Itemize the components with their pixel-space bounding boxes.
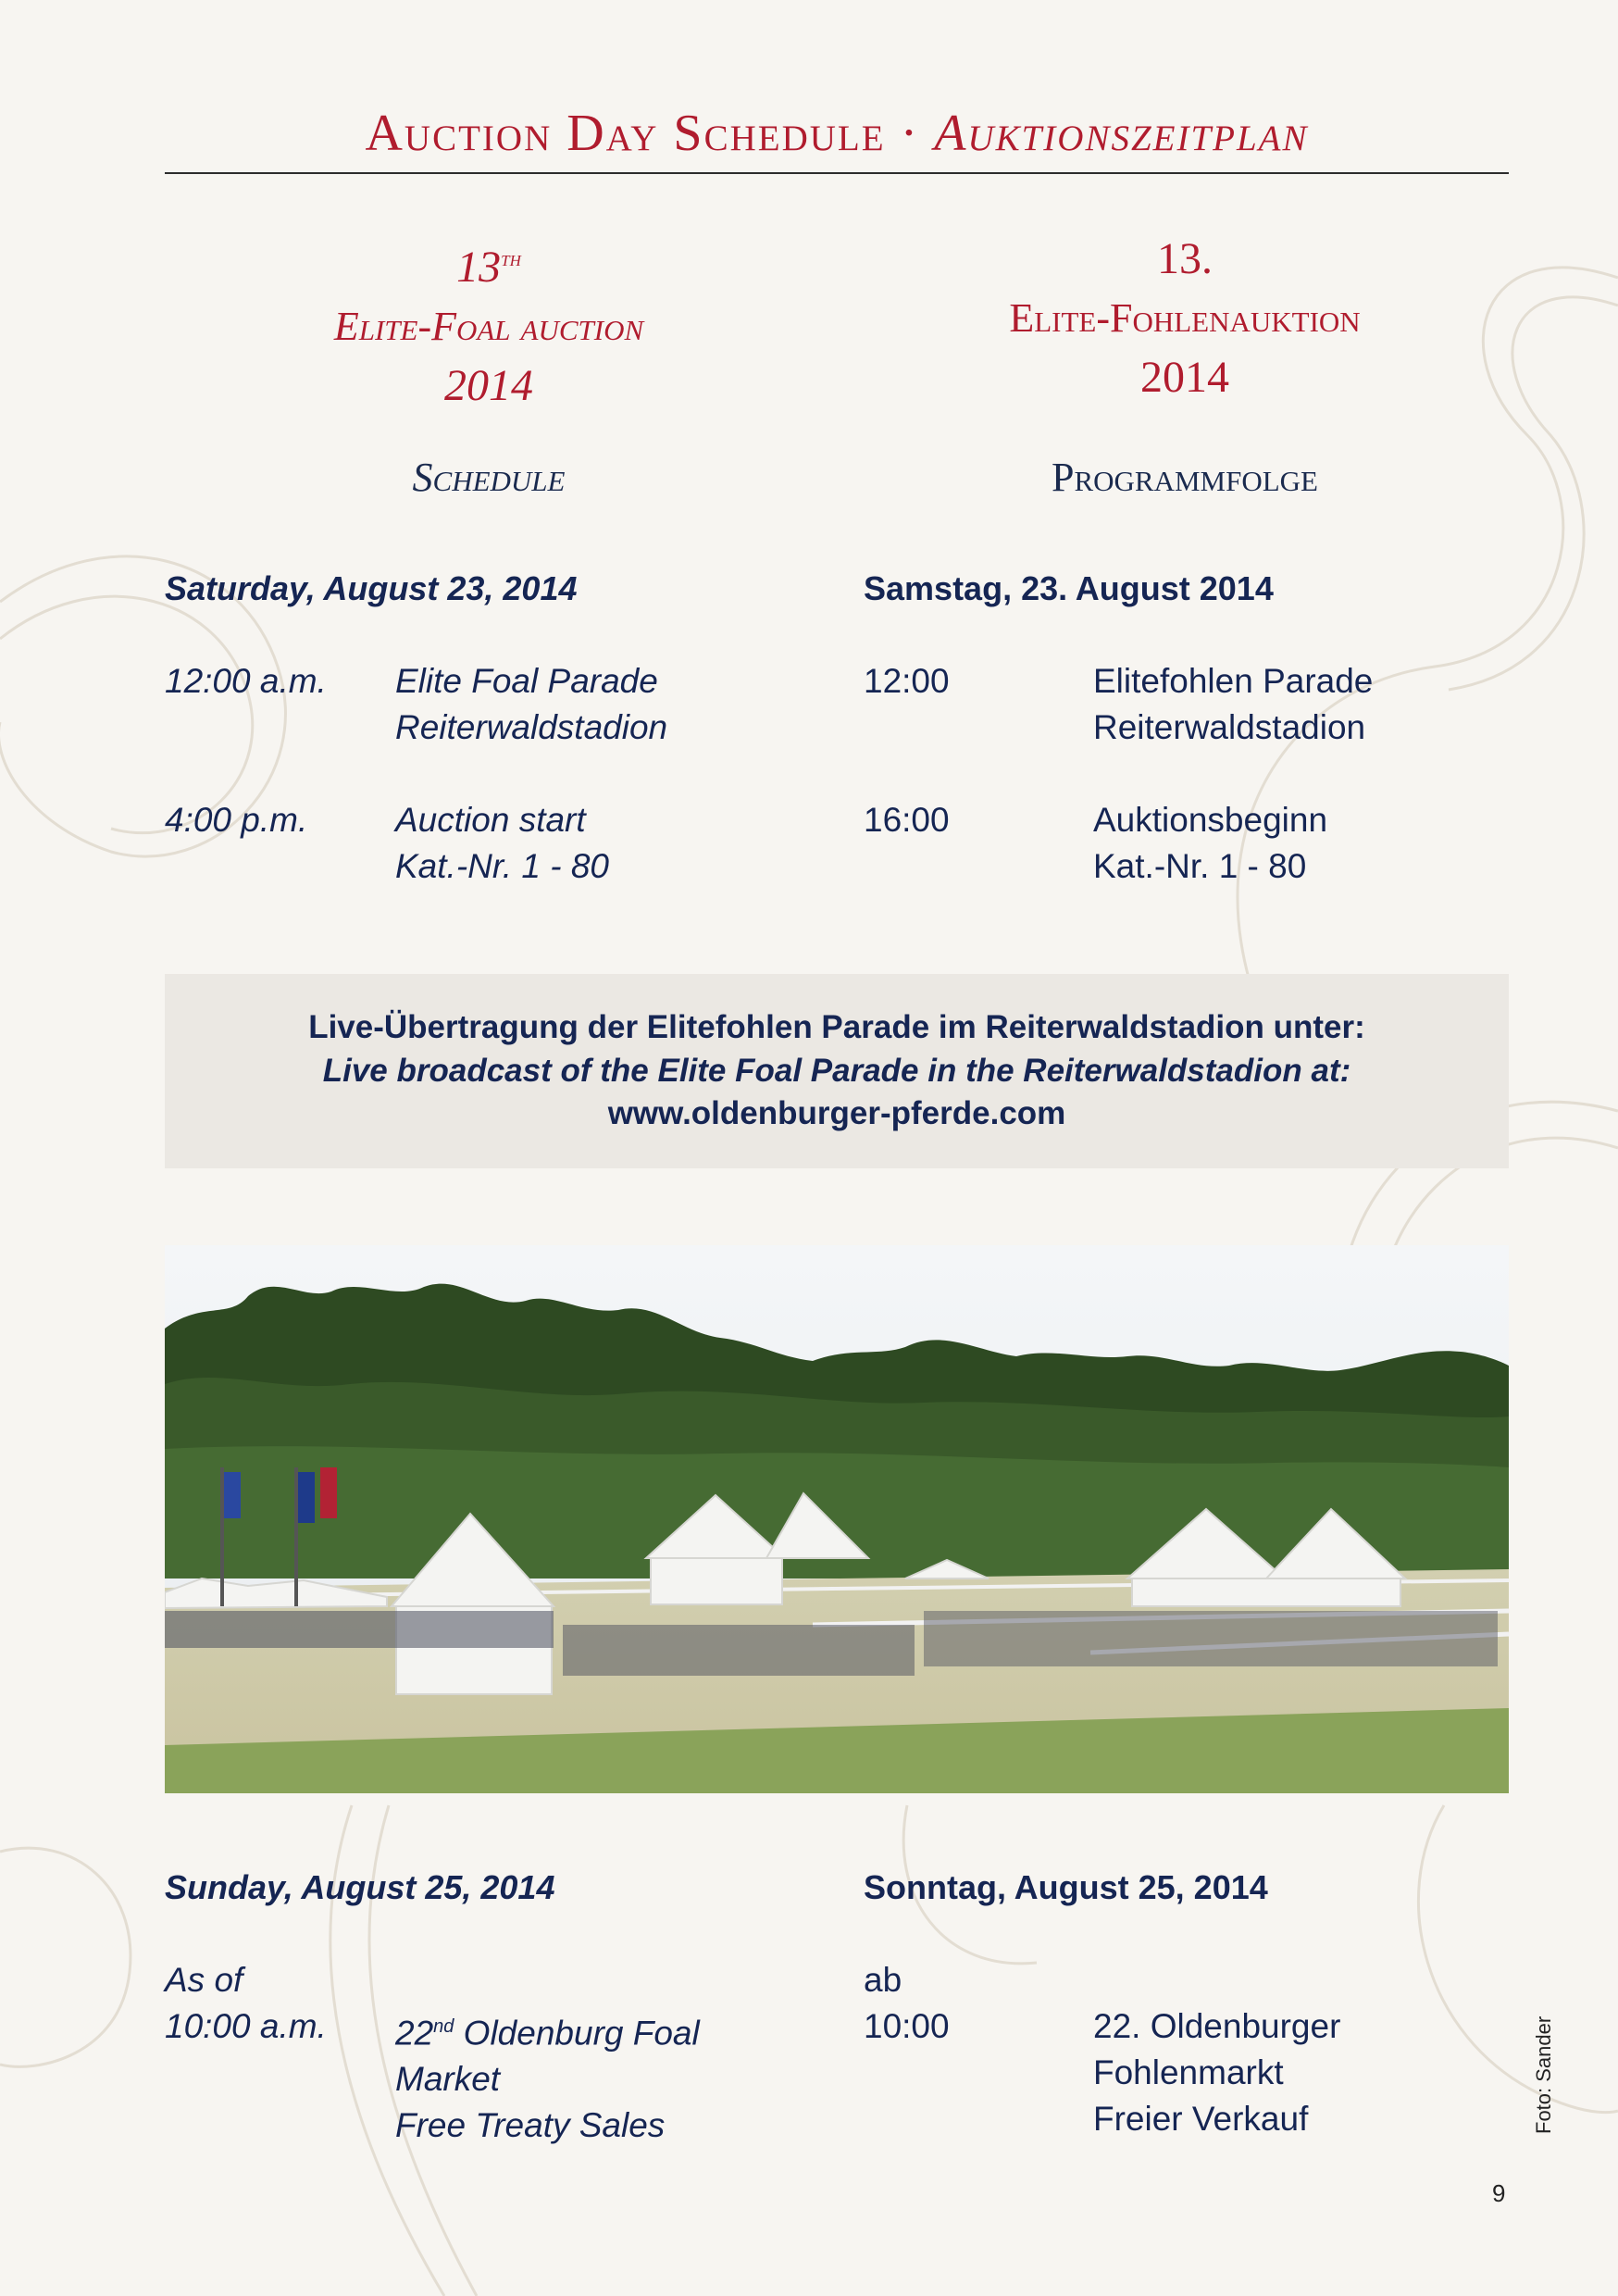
sunday-date-en: Sunday, August 25, 2014 bbox=[165, 1868, 555, 1906]
saturday-item-2-time-en: 4:00 p.m. bbox=[165, 801, 308, 839]
sunday-time-de: 10:00 bbox=[864, 2007, 950, 2045]
event-line: Freier Verkauf bbox=[1093, 2100, 1309, 2138]
saturday-item-1-time-de: 12:00 bbox=[864, 662, 950, 700]
saturday-item-2-time-de: 16:00 bbox=[864, 801, 950, 839]
auction-stadium-photo bbox=[165, 1245, 1509, 1793]
event-line: Auktionsbeginn bbox=[1093, 801, 1328, 839]
heading-en-number: 13th bbox=[456, 243, 521, 292]
page-title bbox=[165, 104, 1509, 163]
heading-en-name: Elite-Foal auction bbox=[333, 304, 644, 349]
event-line: Elite Foal Parade bbox=[395, 662, 658, 700]
title-rule bbox=[165, 172, 1509, 174]
event-line: Reiterwaldstadion bbox=[1093, 708, 1366, 746]
broadcast-banner bbox=[165, 974, 1509, 1168]
sunday-prefix-de: ab bbox=[864, 1961, 902, 1999]
title-de: Auktionszeitplan bbox=[934, 105, 1309, 162]
saturday-item-1-event-de bbox=[1093, 658, 1373, 751]
event-line: Fohlenmarkt bbox=[1093, 2053, 1284, 2091]
event-line: 22. Oldenburger bbox=[1093, 2007, 1341, 2045]
event-line: Free Treaty Sales bbox=[395, 2106, 666, 2145]
event-line: Kat.-Nr. 1 - 80 bbox=[395, 847, 609, 885]
heading-en-ordinal: th bbox=[501, 247, 521, 271]
schedule-label-de: Programmfolge bbox=[1051, 455, 1318, 500]
title-en: Auction Day Schedule bbox=[365, 105, 886, 162]
sunday-event-en bbox=[395, 2003, 700, 2149]
event-line: Auction start bbox=[395, 801, 586, 839]
heading-en bbox=[165, 230, 813, 416]
sunday-time-en: 10:00 a.m. bbox=[165, 2007, 327, 2045]
schedule-label-en: Schedule bbox=[412, 455, 566, 500]
saturday-item-1-time-en: 12:00 a.m. bbox=[165, 662, 327, 700]
event-line: Elitefohlen Parade bbox=[1093, 662, 1374, 700]
event-line: Market bbox=[395, 2060, 501, 2099]
saturday-date-en: Saturday, August 23, 2014 bbox=[165, 569, 578, 607]
heading-de-year: 2014 bbox=[1140, 353, 1229, 402]
broadcast-text-de: Live-Übertragung der Elitefohlen Parade im Reiterwaldstadion unter: bbox=[308, 1009, 1365, 1045]
heading-de bbox=[861, 230, 1509, 407]
broadcast-text-en: Live broadcast of the Elite Foal Parade in the Reiterwaldstadion at: bbox=[322, 1053, 1351, 1089]
title-separator: · bbox=[900, 105, 920, 162]
ordinal-suffix: nd bbox=[433, 2016, 454, 2037]
saturday-date-de: Samstag, 23. August 2014 bbox=[864, 569, 1274, 607]
photo-credit: Foto: Sander bbox=[1532, 2015, 1555, 2134]
heading-de-name: Elite-Fohlenauktion bbox=[1009, 295, 1361, 341]
saturday-item-1-event-en bbox=[395, 658, 667, 751]
sunday-prefix-en: As of bbox=[165, 1961, 243, 1999]
event-line: 22nd Oldenburg Foal bbox=[395, 2014, 700, 2053]
heading-de-number: 13. bbox=[1157, 234, 1213, 283]
sunday-event-de bbox=[1093, 2003, 1340, 2142]
sunday-date-de: Sonntag, August 25, 2014 bbox=[864, 1868, 1268, 1906]
event-line: Kat.-Nr. 1 - 80 bbox=[1093, 847, 1307, 885]
page-number: 9 bbox=[1492, 2179, 1506, 2207]
broadcast-url-link[interactable]: www.oldenburger-pferde.com bbox=[607, 1095, 1066, 1131]
saturday-item-2-event-en bbox=[395, 797, 609, 890]
heading-en-year: 2014 bbox=[444, 361, 533, 410]
saturday-item-2-event-de bbox=[1093, 797, 1327, 890]
event-line: Reiterwaldstadion bbox=[395, 708, 668, 746]
